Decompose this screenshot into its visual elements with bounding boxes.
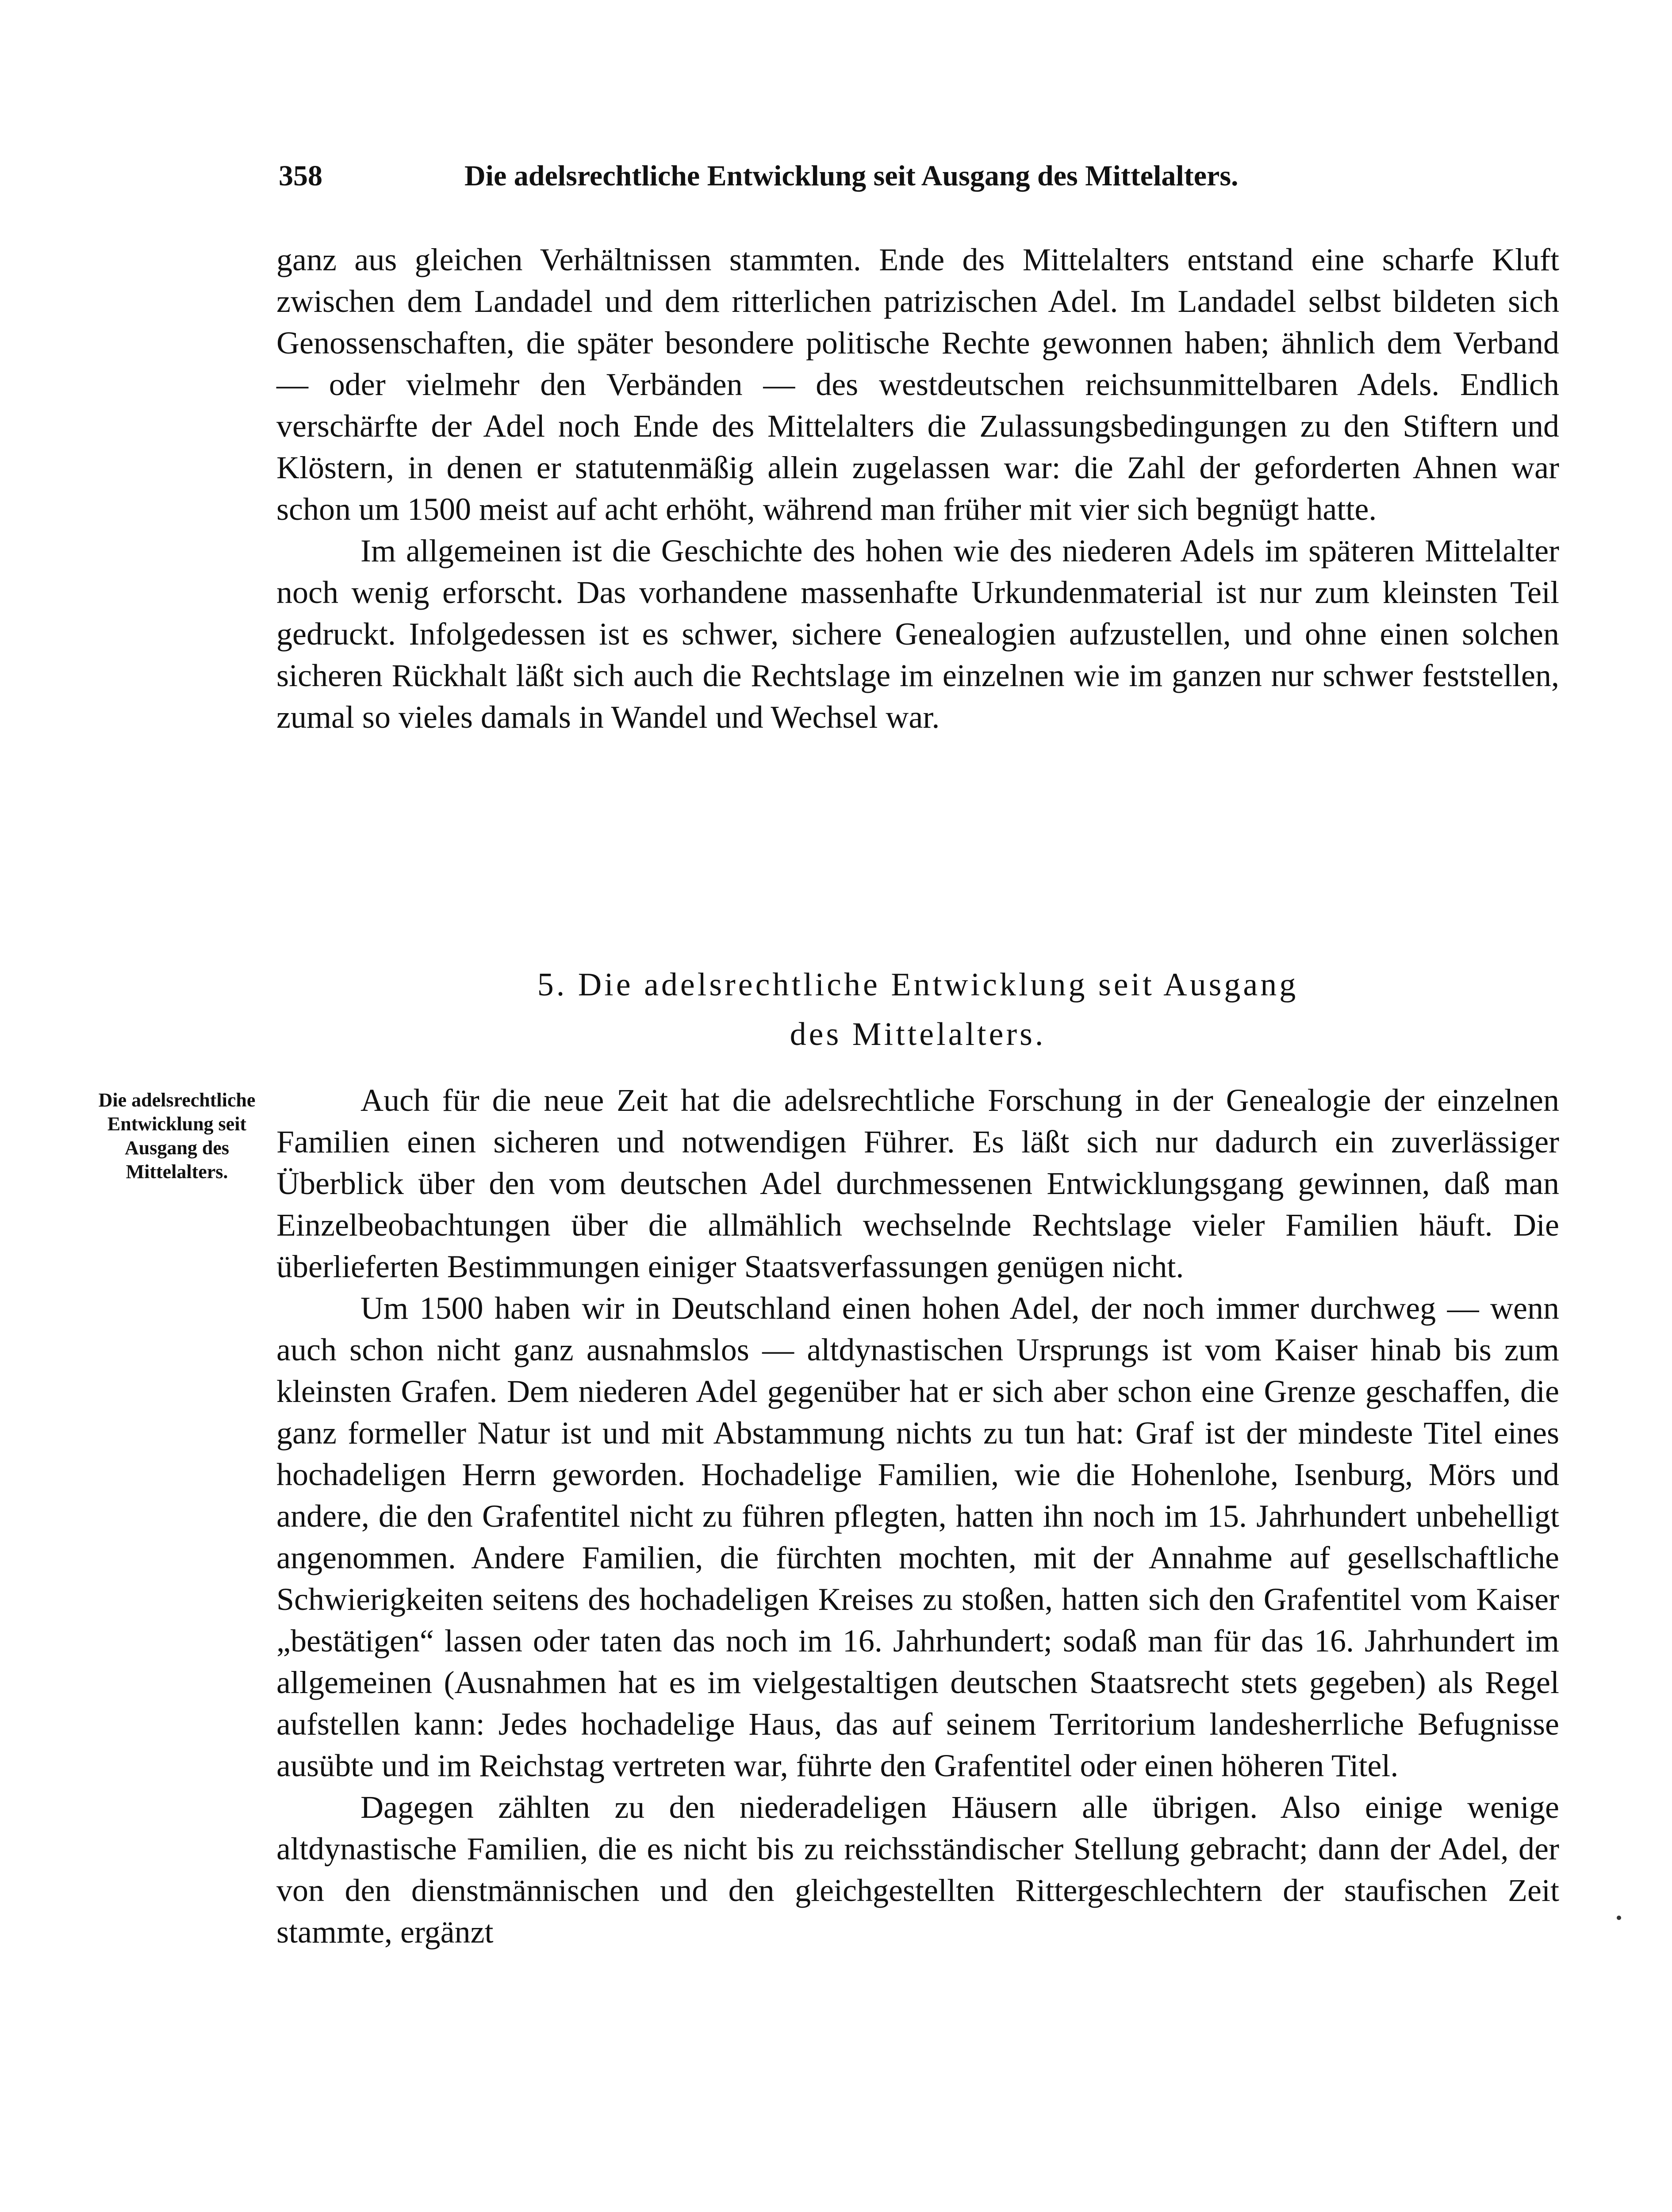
text-block-bottom xyxy=(276,1079,1559,1953)
page-header xyxy=(279,159,1429,208)
section-heading-line-2: des Mittelalters. xyxy=(790,1016,1046,1052)
section-heading xyxy=(276,960,1559,1059)
text-block-top xyxy=(276,239,1559,738)
running-title: Die adelsrechtliche Entwicklung seit Ausgang des Mittelalters. xyxy=(464,160,1239,192)
paragraph-1: ganz aus gleichen Verhältnissen stammten. Ende des Mittelalters entstand eine scharfe Kluft zwischen dem Landadel und dem ritterlichen patrizischen Adel. Im Landadel selbst bildeten sich Genossenschaften, die später besondere politische Rechte gewonnen haben; ähnlich dem Verband — oder vielmehr den Verbänden — des westdeutschen reichsunmittelbaren Adels. Endlich verschärfte der Adel noch Ende des Mittelalters die Zulassungsbedingungen zu den Stiftern und Klöstern, in denen er statutenmäßig allein zugelassen war: die Zahl der geforderten Ahnen war schon um 1500 meist auf acht erhöht, während man früher mit vier sich begnügt hatte. xyxy=(276,242,1559,527)
page-number: 358 xyxy=(279,160,322,192)
paragraph-2: Im allgemeinen ist die Geschichte des hohen wie des niederen Adels im späteren Mittelalter noch wenig erforscht. Das vorhandene massenhafte Urkundenmaterial ist nur zum kleinsten Teil gedruckt. Infolgedessen ist es schwer, sichere Genealogien aufzustellen, und ohne einen solchen sicheren Rückhalt läßt sich auch die Rechtslage im einzelnen wie im ganzen nur schwer feststellen, zumal so vieles damals in Wandel und Wechsel war. xyxy=(276,533,1559,735)
paragraph-4: Um 1500 haben wir in Deutschland einen hohen Adel, der noch immer durchweg — wenn auch schon nicht ganz ausnahmslos — altdynastischen Ursprungs ist vom Kaiser hinab bis zum kleinsten Grafen. Dem niederen Adel gegenüber hat er sich aber schon eine Grenze geschaffen, die ganz formeller Natur ist und mit Abstammung nichts zu tun hat: Graf ist der mindeste Titel eines hochadeligen Herrn geworden. Hochadelige Familien, wie die Hohenlohe, Isenburg, Mörs und andere, die den Grafentitel nicht zu führen pflegten, hatten ihn noch im 15. Jahrhundert unbehelligt angenommen. Andere Familien, die fürchten mochten, mit der Annahme auf gesellschaftliche Schwierigkeiten seitens des hochadeligen Kreises zu stoßen, hatten sich den Grafentitel vom Kaiser „bestätigen“ lassen oder taten das noch im 16. Jahrhundert; sodaß man für das 16. Jahrhundert im allgemeinen (Ausnahmen hat es im vielgestaltigen deutschen Staatsrecht stets gegeben) als Regel aufstellen kann: Jedes hochadelige Haus, das auf seinem Territorium landesherrliche Befugnisse ausübte und im Reichstag vertreten war, führte den Grafentitel oder einen höheren Titel. xyxy=(276,1290,1559,1783)
paragraph-3: Auch für die neue Zeit hat die adelsrechtliche Forschung in der Genealogie der einzelnen Familien einen sicheren und notwendigen Führer. Es läßt sich nur dadurch ein zuverlässiger Überblick über den vom deutschen Adel durchmessenen Entwicklungsgang gewinnen, daß man Einzelbeobachtungen über die allmählich wechselnde Rechtslage vieler Familien häuft. Die überlieferten Bestimmungen einiger Staatsverfassungen genügen nicht. xyxy=(276,1083,1559,1284)
section-heading-line-1: 5. Die adelsrechtliche Entwicklung seit Ausgang xyxy=(537,967,1299,1003)
margin-note: Die adelsrechtliche Entwicklung seit Ausgang des Mittelalters. xyxy=(98,1089,256,1183)
paragraph-5: Dagegen zählten zu den niederadeligen Häusern alle übrigen. Also einige wenige altdynastische Familien, die es nicht bis zu reichsständischer Stellung gebracht; dann der Adel, der von den dienstmännischen und den gleichgestellten Rittergeschlechtern der staufischen Zeit stammte, ergänzt xyxy=(276,1790,1559,1950)
print-speck xyxy=(1617,1916,1621,1920)
